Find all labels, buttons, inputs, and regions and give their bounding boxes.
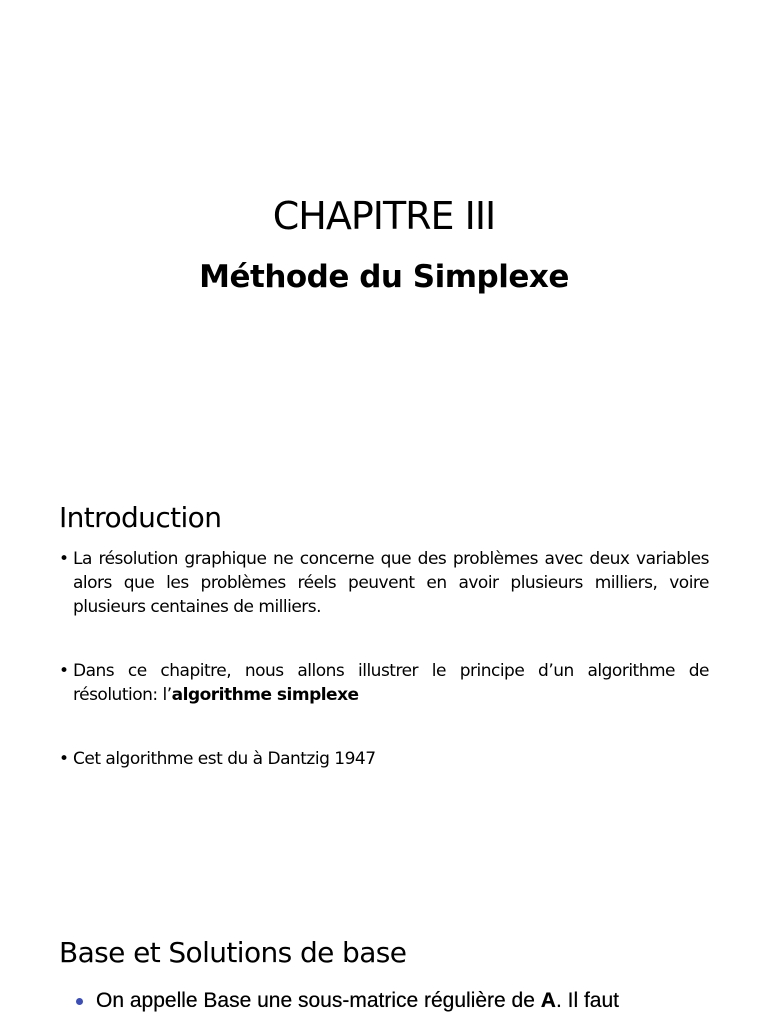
- bullet-emphasis: A: [540, 989, 556, 1012]
- chapter-subtitle: Méthode du Simplexe: [199, 258, 569, 295]
- bullet-list: [76, 988, 716, 1014]
- slide-title: [0, 0, 768, 440]
- bullet-item: [59, 659, 709, 707]
- bullet-icon: •: [59, 749, 69, 769]
- bullet-icon: •: [59, 661, 69, 681]
- bullet-text: Cet algorithme est du à Dantzig 1947: [73, 749, 376, 769]
- section-heading-introduction: Introduction: [59, 501, 222, 535]
- bullet-text: On appelle Base une sous-matrice régulière de: [96, 989, 541, 1012]
- section-heading-base: Base et Solutions de base: [59, 936, 407, 970]
- bullet-item: [59, 547, 709, 619]
- bullet-list: [59, 547, 709, 771]
- bullet-emphasis: algorithme simplexe: [171, 685, 359, 705]
- slide-introduction: [0, 440, 768, 860]
- bullet-text: La résolution graphique ne concerne que des problèmes avec deux variables alors que les problèmes réels peuvent en avoir plusieurs milliers, voire plusieurs centaines de milliers.: [73, 549, 709, 617]
- bullet-icon: •: [59, 549, 69, 569]
- bullet-text: Dans ce chapitre, nous allons illustrer le principe d’un algorithme de résolution: l’: [73, 661, 709, 705]
- slide-base-solutions: [0, 860, 768, 1024]
- chapter-title: CHAPITRE III: [272, 194, 496, 239]
- bullet-text: . Il faut: [555, 989, 619, 1012]
- bullet-icon: [76, 998, 83, 1005]
- bullet-item: [59, 747, 709, 771]
- bullet-item: [76, 988, 716, 1014]
